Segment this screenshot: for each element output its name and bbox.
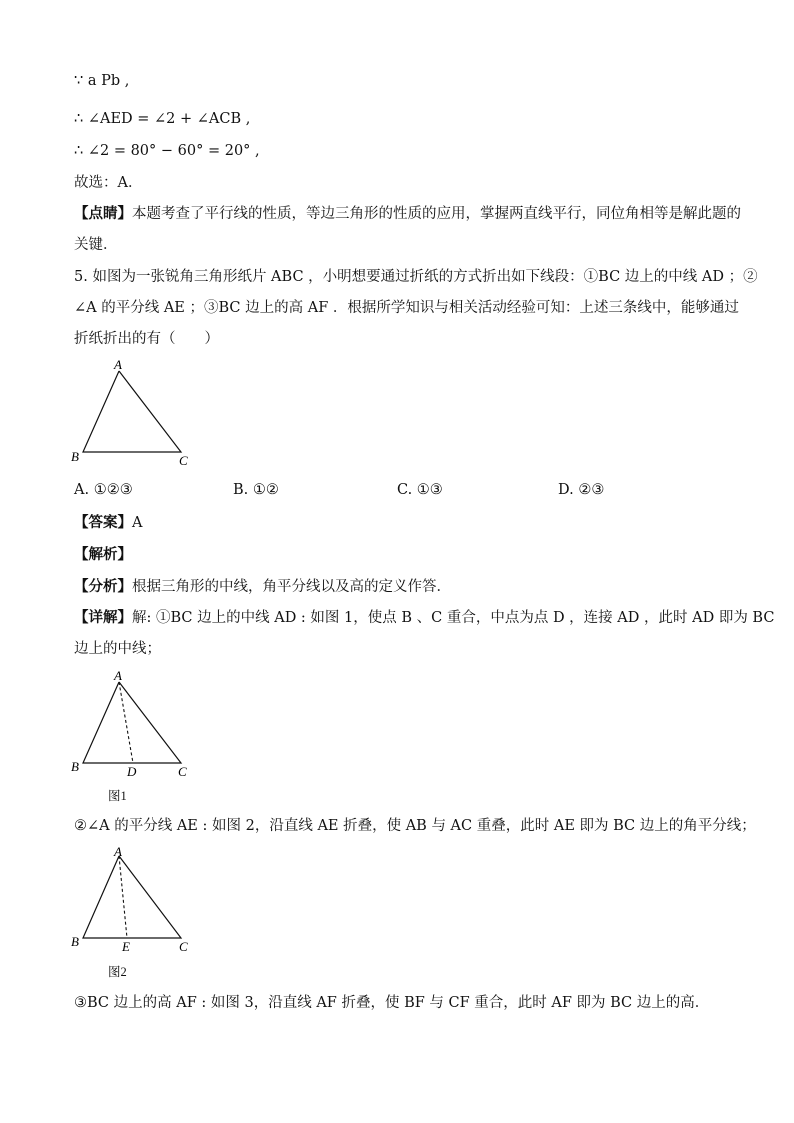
question-5-line-1: 5. 如图为一张锐角三角形纸片 ABC ，小明想要通过折纸的方式折出如下线段：①BC 边上的中线 AD ；②	[74, 269, 758, 285]
analysis-line	[74, 578, 451, 596]
triangle-abc-figure	[65, 357, 205, 472]
choice-d[interactable]: D. ②③	[558, 482, 605, 498]
figure-2	[65, 842, 205, 957]
bisector-ae	[119, 856, 127, 938]
fig2-label-a: A	[114, 844, 122, 859]
vertex-a-label: A	[114, 357, 122, 372]
answer-tag: 【答案】	[74, 514, 132, 531]
figure-1-caption: 图1	[108, 789, 127, 803]
comment-line-1	[74, 205, 741, 223]
detail-line-1	[74, 609, 774, 627]
figure-2-caption: 图2	[108, 965, 127, 979]
figure-1	[65, 668, 205, 783]
triangle-fig1	[83, 682, 181, 763]
fig2-label-c: C	[179, 939, 188, 954]
fig1-label-d: D	[127, 764, 137, 779]
detail-tag: 【详解】	[74, 609, 132, 626]
analysis-text: 根据三角形的中线，角平分线以及高的定义作答．	[132, 579, 451, 595]
detail-line-2: 边上的中线；	[74, 641, 161, 657]
comment-line-2: 关键．	[74, 237, 118, 253]
question-5-line-2: ∠A 的平分线 AE ；③BC 边上的高 AF ．根据所学知识与相关活动经验可知：上述三条线中，能够通过	[74, 300, 739, 316]
fig2-label-b: B	[71, 934, 79, 949]
choice-b[interactable]: B. ①②	[233, 482, 279, 498]
answer-value: A	[132, 515, 143, 531]
triangle-abc	[83, 371, 181, 452]
solution-line-2: ∴ ∠AED = ∠2 + ∠ACB ,	[74, 111, 251, 127]
vertex-c-label: C	[179, 453, 188, 468]
detail-line-4: ③BC 边上的高 AF : 如图 3，沿直线 AF 折叠，使 BF 与 CF 重合，此时 AF 即为 BC 边上的高．	[74, 995, 710, 1011]
comment-tag: 【点睛】	[74, 205, 132, 222]
comment-text: 本题考查了平行线的性质，等边三角形的性质的应用，掌握两直线平行，同位角相等是解此题的	[132, 206, 741, 222]
vertex-b-label: B	[71, 449, 79, 464]
detail-line-3: ②∠A 的平分线 AE : 如图 2，沿直线 AE 折叠，使 AB 与 AC 重叠，此时 AE 即为 BC 边上的角平分线；	[74, 818, 756, 834]
choice-a[interactable]: A. ①②③	[74, 482, 133, 498]
solution-line-1: ∵ a Pb ,	[74, 73, 130, 89]
detail-text-1: 解: ①BC 边上的中线 AD : 如图 1，使点 B 、C 重合，中点为点 D ，连接 AD ，此时 AD 即为 BC	[132, 610, 775, 626]
analysis-tag: 【分析】	[74, 578, 132, 595]
median-ad	[119, 682, 133, 763]
choice-c[interactable]: C. ①③	[397, 482, 443, 498]
analysis-heading: 【解析】	[74, 546, 132, 563]
solution-line-3: ∴ ∠2 = 80° − 60° = 20° ,	[74, 143, 260, 159]
question-5-line-3: 折纸折出的有（ ）	[74, 331, 219, 347]
fig1-label-a: A	[114, 668, 122, 683]
triangle-fig2	[83, 856, 181, 938]
solution-line-4: 故选：A．	[74, 175, 143, 191]
fig1-label-c: C	[178, 764, 187, 779]
fig2-label-e: E	[122, 939, 130, 954]
answer-line	[74, 514, 142, 532]
fig1-label-b: B	[71, 759, 79, 774]
